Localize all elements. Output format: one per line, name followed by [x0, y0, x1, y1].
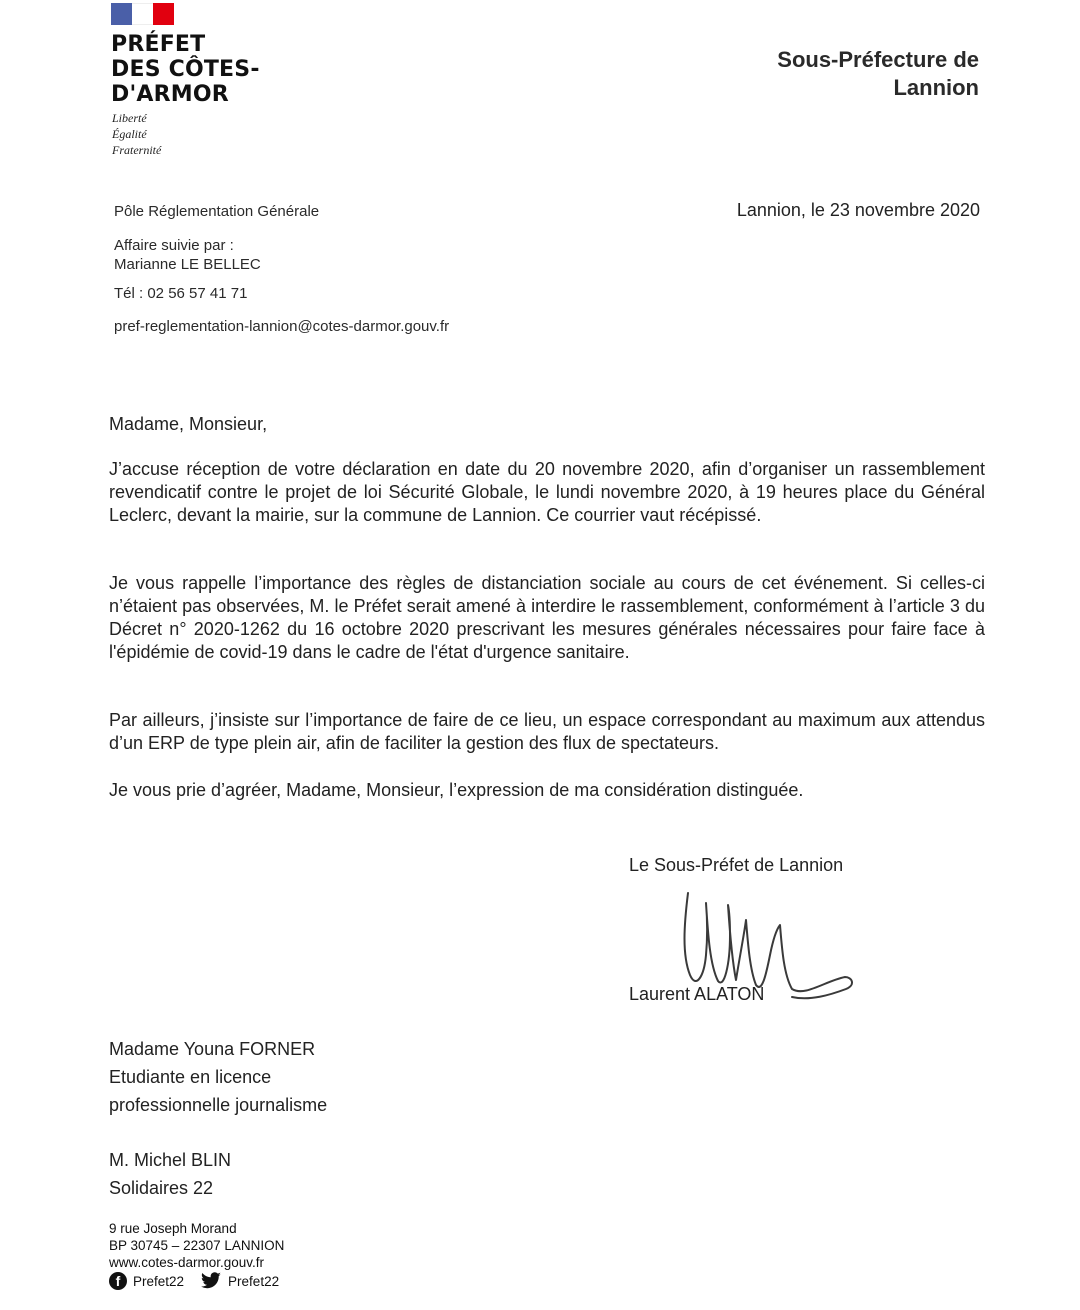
social-links — [109, 1272, 284, 1290]
motto-line: Égalité — [112, 127, 147, 141]
paragraph-erp: Par ailleurs, j’insiste sur l’importance de faire de ce lieu, un espace correspondant au maximum aux attendus d’un ERP de type plein air, afin de faciliter la gestion des flux de spectateurs. — [109, 710, 985, 753]
logo-line: PRÉFET — [111, 32, 206, 57]
signatory-title: Le Sous-Préfet de Lannion — [629, 855, 844, 875]
twitter-handle[interactable]: Prefet22 — [228, 1273, 280, 1289]
recipient-line: Etudiante en licence — [109, 1067, 272, 1087]
heading-line: Sous-Préfecture de — [777, 47, 979, 72]
paragraph-distancing: Je vous rappelle l’importance des règles de distanciation sociale au cours de cet événement. Si celles-ci n’étaient pas observées, M. le Préfet serait amené à interdire le rassemblement, conformément à l’article 3 du Décret n° 2020-1262 du 16 octobre 2020 prescrivant les mesures générales nécessaires pour faire face à l'épidémie de covid-19 dans le cadre de l'état d'urgence sanitaire. — [109, 573, 985, 662]
heading-line: Lannion — [893, 75, 979, 100]
sous-prefecture-heading — [777, 46, 979, 102]
affaire-label: Affaire suivie par : — [114, 237, 234, 254]
motto-line: Fraternité — [112, 143, 162, 157]
contact-email: pref-reglementation-lannion@cotes-darmor.gouv.fr — [114, 318, 450, 335]
logo-line: D'ARMOR — [111, 82, 229, 107]
facebook-icon[interactable]: f — [109, 1272, 127, 1290]
signatory-name: Laurent ALATON — [629, 984, 765, 1004]
salutation: Madame, Monsieur, — [109, 414, 268, 434]
closing-formula: Je vous prie d’agréer, Madame, Monsieur, l’expression de ma considération distinguée. — [109, 780, 804, 800]
recipient-block — [109, 1035, 327, 1119]
footer-address — [109, 1220, 284, 1290]
recipient-line: professionnelle journalisme — [109, 1095, 328, 1115]
motto-line: Liberté — [112, 111, 147, 125]
logo-line: DES CÔTES- — [111, 57, 260, 82]
twitter-icon[interactable] — [200, 1272, 222, 1290]
letter-date: Lannion, le 23 novembre 2020 — [736, 200, 980, 220]
republic-motto — [112, 110, 161, 158]
website-link[interactable]: www.cotes-darmor.gouv.fr — [109, 1255, 265, 1270]
recipient-block — [109, 1146, 231, 1202]
republique-flag-logo — [111, 3, 174, 25]
service-name: Pôle Réglementation Générale — [114, 203, 320, 220]
paragraph-receipt: J’accuse réception de votre déclaration en date du 20 novembre 2020, afin d’organiser un rassemblement revendicatif contre le projet de loi Sécurité Globale, le lundi novembre 2020, à 19 heures place du Général Leclerc, devant la mairie, sur la commune de Lannion. Ce courrier vaut récépissé. — [109, 459, 985, 525]
recipient-line: M. Michel BLIN — [109, 1150, 232, 1170]
address-line: BP 30745 – 22307 LANNION — [109, 1238, 285, 1253]
prefet-logo-text — [111, 32, 260, 107]
phone-number: Tél : 02 56 57 41 71 — [114, 285, 248, 302]
agent-name: Marianne LE BELLEC — [114, 256, 261, 273]
recipient-line: Solidaires 22 — [109, 1178, 214, 1198]
recipient-line: Madame Youna FORNER — [109, 1039, 316, 1059]
facebook-handle[interactable]: Prefet22 — [133, 1273, 185, 1289]
address-line: 9 rue Joseph Morand — [109, 1221, 237, 1236]
